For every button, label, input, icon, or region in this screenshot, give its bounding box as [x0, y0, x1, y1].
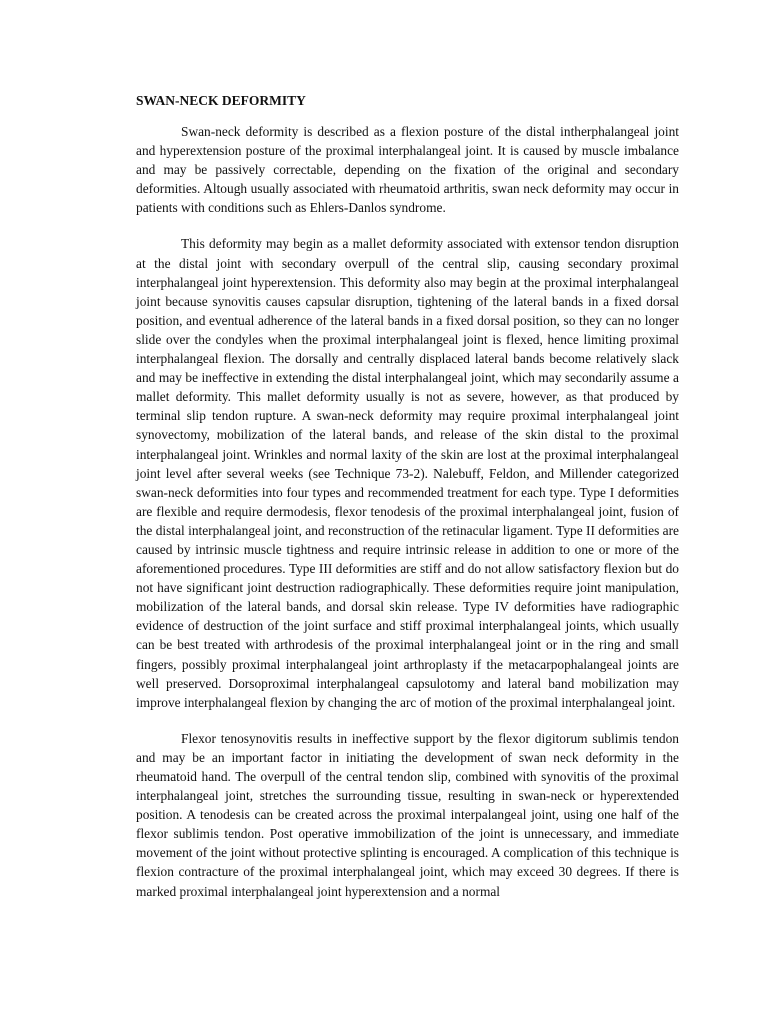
paragraph-intro: Swan-neck deformity is described as a flexion posture of the distal intherphalangeal joint and hyperextension posture of the proximal interphalangeal joint. It is caused by muscle imbalance and may be passively correctable, depending on the fixation of the original and secondary deformities. Altough usually associated with rheumatoid arthritis, swan neck deformity may occur in patients with conditions such as Ehlers-Danlos syndrome.	[136, 124, 679, 216]
page-title: SWAN-NECK DEFORMITY	[136, 93, 306, 108]
paragraph-mallet-deformity: This deformity may begin as a mallet deformity associated with extensor tendon disruption at the distal joint with secondary overpull of the central slip, causing secondary proximal interphalangeal joint hyperextension. This deformity also may begin at the proximal interphalangeal joint because synovitis causes capsular disruption, tightening of the lateral bands in a fixed dorsal position, and eventual adherence of the lateral bands in a fixed dorsal position, so they can no longer slide over the condyles when the proximal interphalangeal joint is flexed, hence limiting proximal interphalangeal flexion. The dorsally and centrally displaced lateral bands become relatively slack and may be ineffective in extending the distal interphalangeal joint, which may secondarily assume a mallet deformity. This mallet deformity usually is not as severe, however, as that produced by terminal slip tendon rupture. A swan-neck deformity may require proximal interphalangeal joint synovectomy, mobilization of the lateral bands, and release of the skin distal to the proximal interphalangeal joint. Wrinkles and normal laxity of the skin are lost at the proximal interphalangeal joint level after several weeks (see Technique 73-2). Nalebuff, Feldon, and Millender categorized swan-neck deformities into four types and recommended treatment for each type. Type I deformities are flexible and require dermodesis, flexor tenodesis of the proximal interphalangeal joint, fusion of the distal interphalangeal joint, and reconstruction of the retinacular ligament. Type II deformities are caused by intrinsic muscle tightness and require intrinsic release in addition to one or more of the aforementioned procedures. Type III deformities are stiff and do not allow satisfactory flexion but do not have significant joint destruction radiographically. These deformities require joint manipulation, mobilization of the lateral bands, and dorsal skin release. Type IV deformities have radiographic evidence of destruction of the joint surface and stiff proximal interphalangeal joints, which usually can be best treated with arthrodesis of the proximal interphalangeal joint or in the ring and small fingers, possibly proximal interphalangeal joint arthroplasty if the metacarpophalangeal joints are well preserved. Dorsoproximal interphalangeal capsulotomy and lateral band mobilization may improve interphalangeal flexion by changing the arc of motion of the proximal interphalangeal joint.	[136, 236, 679, 710]
document-body	[136, 91, 679, 918]
paragraph-flexor-tenosynovitis: Flexor tenosynovitis results in ineffective support by the flexor digitorum sublimis tendon and may be an important factor in initiating the development of swan neck deformity in the rheumatoid hand. The overpull of the central tendon slip, combined with synovitis of the proximal interphalangeal joint, stretches the surrounding tissue, resulting in swan-neck or hyperextended position. A tenodesis can be created across the proximal interpalangeal joint, using one half of the flexor sublimis tendon. Post operative immobilization of the joint is unnecessary, and immediate movement of the joint without protective splinting is encouraged. A complication of this technique is flexion contracture of the proximal interphalangeal joint, which may exceed 30 degrees. If there is marked proximal interphalangeal joint hyperextension and a normal	[136, 730, 679, 899]
